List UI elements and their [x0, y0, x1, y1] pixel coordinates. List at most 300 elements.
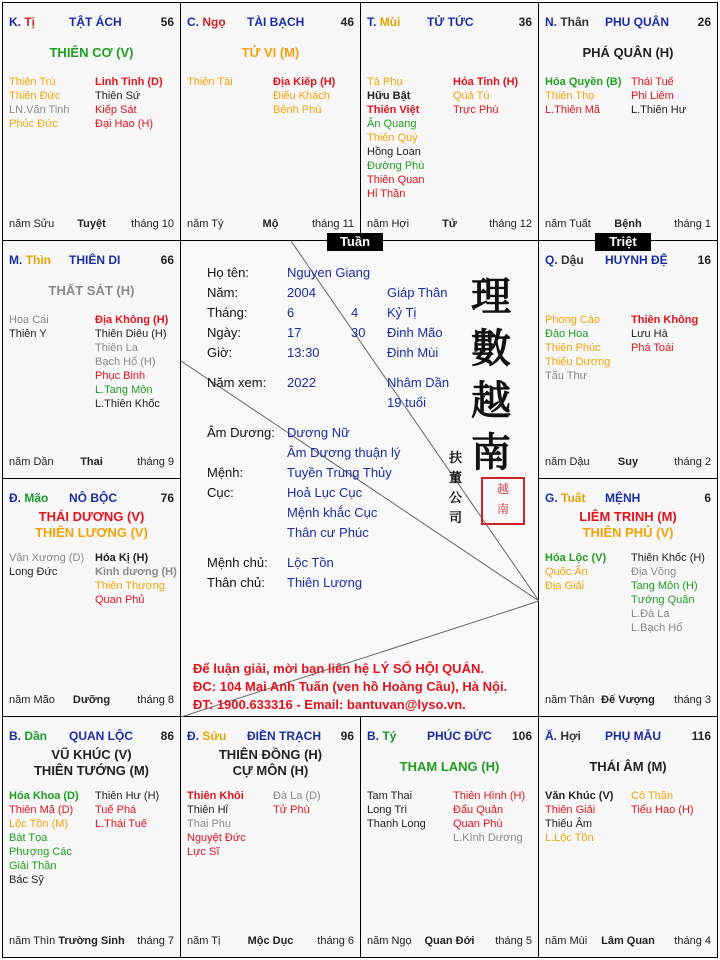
- palace-name: TỬ TỨC: [427, 15, 474, 29]
- left-star-list: [367, 75, 424, 201]
- star-item: Nguyệt Đức: [187, 832, 246, 844]
- left-star-list: [9, 551, 84, 579]
- palace-name: THIÊN DI: [69, 253, 121, 267]
- star-item: Hữu Bật: [367, 90, 411, 102]
- star-item: Thiếu Âm: [545, 818, 593, 830]
- palace-position: [9, 729, 47, 743]
- star-item: Địa Kiếp (H): [273, 76, 336, 88]
- star-item: L.Tang Môn: [95, 384, 153, 396]
- star-item: Tang Môn (H): [631, 580, 698, 592]
- value-menh: Tuyền Trung Thủy: [287, 465, 392, 480]
- footer-year: năm Thìn: [9, 935, 56, 947]
- palace-name: TẬT ÁCH: [69, 15, 122, 29]
- palace-name: QUAN LỘC: [69, 729, 133, 743]
- palace-position: [187, 15, 226, 29]
- palace-footer: [545, 935, 711, 949]
- star-item: Thiên Phúc: [545, 342, 601, 354]
- star-item: Bạch Hổ (H): [95, 356, 156, 368]
- contact-line-3: ĐT: 1900.633316 - Email: bantuvan@lyso.vn.: [193, 697, 466, 712]
- palace-phu-quan: [539, 3, 717, 241]
- footer-month: tháng 2: [674, 456, 711, 468]
- value-ho-ten: Nguyen Giang: [287, 265, 371, 280]
- star-item: Tam Thai: [367, 790, 413, 802]
- value-than-chu: Thiên Lương: [287, 575, 363, 590]
- footer-month: tháng 12: [489, 218, 532, 230]
- footer-stage: Mộ: [262, 218, 279, 230]
- palace-footer: [9, 694, 174, 708]
- main-star: TỬ VI (M): [241, 45, 300, 60]
- star-item: Ân Quang: [367, 118, 417, 130]
- star-item: L.Thái Tuế: [95, 818, 147, 830]
- left-star-list: [9, 75, 70, 131]
- star-item: Hóa Quyền (B): [545, 76, 622, 88]
- value-nam: 2004: [287, 285, 316, 300]
- star-item: Quan Phù: [453, 818, 503, 830]
- palace-name: TÀI BẠCH: [247, 15, 305, 29]
- palace-can: Đ.: [187, 729, 199, 743]
- palace-header: [187, 729, 354, 743]
- star-item: Lực Sĩ: [187, 846, 220, 858]
- label-nam-xem: Năm xem:: [207, 375, 267, 390]
- star-item: Đại Hao (H): [95, 118, 154, 130]
- main-star: THÁI ÂM (M): [589, 759, 667, 774]
- palace-chi: Tý: [382, 729, 397, 743]
- star-item: L.Thiên Khốc: [95, 398, 160, 410]
- star-item: Hỉ Thần: [367, 188, 406, 200]
- value-cuc-khac: Mệnh khắc Cục: [287, 505, 378, 520]
- right-star-list: [453, 789, 525, 845]
- palace-header: [9, 729, 174, 743]
- value-than-cu: Thân cư Phúc: [287, 525, 369, 540]
- star-item: L.Lộc Tồn: [545, 832, 594, 844]
- palace-header: [187, 15, 354, 29]
- palace-chi: Sửu: [202, 729, 227, 743]
- label-than-chu: Thân chủ:: [207, 575, 265, 590]
- star-item: Bát Tọa: [9, 832, 48, 844]
- right-star-list: [631, 789, 694, 817]
- label-am-duong: Âm Dương:: [207, 425, 275, 440]
- palace-chi: Dần: [24, 729, 48, 743]
- palace-position: [545, 491, 585, 505]
- footer-month: tháng 6: [317, 935, 354, 947]
- footer-year: năm Sửu: [9, 218, 55, 230]
- star-item: Thiên Việt: [367, 104, 420, 116]
- star-item: Địa Võng: [631, 566, 677, 578]
- label-ngay: Ngày:: [207, 325, 241, 340]
- palace-chi: Dậu: [561, 253, 584, 267]
- star-item: Lưu Hà: [631, 328, 668, 340]
- star-item: Hoa Cái: [9, 314, 49, 326]
- palace-number: 46: [340, 15, 354, 29]
- star-item: Thiên Hư (H): [95, 790, 160, 802]
- star-item: Địa Không (H): [95, 314, 169, 326]
- main-star: THIÊN PHỦ (V): [582, 525, 674, 540]
- palace-footer: [367, 935, 532, 949]
- palace-name: PHỤ MẪU: [605, 729, 661, 743]
- right-star-list: [95, 313, 168, 411]
- star-item: Kình dương (H): [95, 566, 177, 578]
- value-ngay: 17: [287, 325, 302, 340]
- value-am-duong: Dương Nữ: [287, 425, 350, 440]
- star-item: Trực Phù: [453, 104, 499, 116]
- palace-footer: [545, 694, 711, 708]
- calligraphy-text: 理 數 越 南: [471, 273, 511, 476]
- footer-month: tháng 4: [674, 935, 711, 947]
- right-star-list: [453, 75, 518, 117]
- main-star: THIÊN ĐỒNG (H): [218, 747, 323, 762]
- palace-number: 96: [340, 729, 354, 743]
- palace-can: B.: [9, 729, 21, 743]
- tu-vi-chart: [2, 2, 718, 958]
- star-item: Thiên Quan: [367, 174, 425, 186]
- value-thang-am: 4: [351, 305, 359, 320]
- palace-position: [9, 491, 48, 505]
- star-item: Đường Phù: [367, 160, 425, 172]
- star-item: Phong Cáo: [545, 314, 601, 326]
- main-star: PHÁ QUÂN (H): [582, 45, 674, 60]
- palace-can: G.: [545, 491, 558, 505]
- value-nam-xem-can-chi: Nhâm Dần: [387, 375, 450, 390]
- footer-stage: Mộc Dục: [247, 935, 294, 947]
- palace-menh: [539, 479, 717, 717]
- star-item: Thiên Diêu (H): [95, 328, 167, 340]
- star-item: Hóa Khoa (D): [9, 790, 79, 802]
- red-seal-stamp: [481, 477, 525, 525]
- star-item: Kiếp Sát: [95, 104, 137, 116]
- star-item: Thiên La: [95, 342, 138, 354]
- contact-line-2: ĐC: 104 Mai Anh Tuấn (ven hồ Hoàng Cầu), Hà Nội.: [193, 679, 508, 694]
- star-item: Thái Tuế: [631, 76, 674, 88]
- footer-month: tháng 7: [137, 935, 174, 947]
- palace-number: 106: [511, 729, 532, 743]
- right-star-list: [95, 789, 159, 831]
- star-item: L.Đà La: [631, 608, 670, 620]
- value-ngay-am: 30: [351, 325, 366, 340]
- star-item: Điếu Khách: [273, 90, 330, 102]
- star-item: Thiên Sứ: [95, 90, 141, 102]
- footer-year: năm Tý: [187, 218, 224, 230]
- star-item: Thiên Thọ: [545, 90, 595, 102]
- palace-tat-ach: [3, 3, 181, 241]
- star-item: Giải Thần: [9, 860, 57, 872]
- star-item: Phục Binh: [95, 370, 146, 382]
- star-item: L.Kình Dương: [453, 832, 523, 844]
- palace-thien-di: [3, 241, 181, 479]
- right-star-list: [273, 75, 335, 117]
- palace-position: [9, 253, 51, 267]
- star-item: Hỏa Tinh (H): [453, 76, 519, 88]
- star-item: Long Đức: [9, 566, 58, 578]
- palace-can: T.: [367, 15, 377, 29]
- palace-header: [9, 15, 174, 29]
- star-item: Quan Phủ: [95, 594, 145, 606]
- star-item: Thiên Khốc (H): [631, 552, 705, 564]
- star-item: Long Trì: [367, 804, 408, 816]
- palace-footer: [9, 935, 174, 949]
- palace-position: [9, 15, 35, 29]
- left-star-list: [9, 313, 49, 341]
- palace-position: [545, 15, 589, 29]
- right-star-list: [273, 789, 321, 817]
- value-nam-xem: 2022: [287, 375, 316, 390]
- palace-name: NÔ BỘC: [69, 491, 117, 505]
- star-item: Văn Khúc (V): [545, 790, 614, 802]
- footer-year: năm Thân: [545, 694, 595, 706]
- center-info-panel: [181, 241, 539, 717]
- palace-phuc-duc: [361, 717, 539, 957]
- footer-stage: Đế Vượng: [601, 694, 655, 706]
- star-item: L.Bạch Hổ: [631, 622, 683, 634]
- tuan-badge: Tuần: [327, 233, 383, 251]
- palace-header: [545, 491, 711, 505]
- palace-can: Ấ.: [545, 729, 557, 743]
- star-item: Hồng Loan: [367, 146, 421, 158]
- footer-stage: Thai: [80, 456, 103, 468]
- label-gio: Giờ:: [207, 345, 233, 360]
- palace-footer: [187, 935, 354, 949]
- star-item: Thiên Trù: [9, 76, 56, 88]
- star-item: Bác Sỹ: [9, 874, 44, 886]
- calligraphy-small: [449, 449, 465, 529]
- footer-stage: Dưỡng: [72, 694, 111, 706]
- palace-name: PHÚC ĐỨC: [427, 729, 492, 743]
- star-item: Đà La (D): [273, 790, 321, 802]
- palace-chi: Mão: [24, 491, 49, 505]
- footer-month: tháng 9: [137, 456, 174, 468]
- label-cuc: Cục:: [207, 485, 234, 500]
- footer-stage: Quan Đới: [424, 935, 475, 947]
- palace-header: [545, 253, 711, 267]
- star-item: Quả Tú: [453, 90, 490, 102]
- star-item: Hóa Kị (H): [95, 552, 149, 564]
- footer-year: năm Dần: [9, 456, 54, 468]
- left-star-list: [187, 789, 246, 859]
- footer-month: tháng 10: [131, 218, 174, 230]
- star-item: Lộc Tồn (M): [9, 818, 69, 830]
- palace-number: 36: [518, 15, 532, 29]
- star-item: L.Thiên Mã: [545, 104, 601, 116]
- main-star: THIÊN LƯƠNG (V): [35, 525, 148, 540]
- value-ngay-can-chi: Đinh Mão: [387, 325, 443, 340]
- star-item: L.Thiên Hư: [631, 104, 687, 116]
- footer-stage: Lâm Quan: [601, 935, 655, 947]
- value-thang: 6: [287, 305, 295, 320]
- right-star-list: [95, 551, 177, 607]
- palace-number: 16: [697, 253, 711, 267]
- star-item: Thiên Hỉ: [187, 804, 228, 816]
- palace-tu-tuc: [361, 3, 539, 241]
- star-item: Tấu Thư: [545, 370, 588, 382]
- footer-stage: Bệnh: [614, 218, 642, 230]
- value-am-duong-ly: Âm Dương thuận lý: [287, 445, 401, 460]
- footer-year: năm Dậu: [545, 456, 590, 468]
- palace-header: [545, 15, 711, 29]
- footer-stage: Suy: [617, 456, 639, 468]
- palace-number: 56: [160, 15, 174, 29]
- star-item: Thiên Mã (D): [9, 804, 74, 816]
- right-star-list: [631, 313, 698, 355]
- star-item: Phúc Đức: [9, 118, 58, 130]
- value-nam-can-chi: Giáp Thân: [387, 285, 448, 300]
- value-menh-chu: Lộc Tồn: [287, 555, 334, 570]
- star-item: Tướng Quân: [631, 594, 695, 606]
- star-item: Thiếu Dương: [545, 356, 611, 368]
- palace-can: Q.: [545, 253, 558, 267]
- footer-month: tháng 1: [674, 218, 711, 230]
- palace-footer: [367, 218, 532, 232]
- triet-badge: Triệt: [595, 233, 651, 251]
- star-item: Thiên Khôi: [187, 790, 244, 802]
- label-nam: Năm:: [207, 285, 239, 300]
- main-star: LIÊM TRINH (M): [579, 509, 677, 524]
- footer-year: năm Hợi: [367, 218, 410, 230]
- label-ho-ten: Họ tên:: [207, 265, 249, 280]
- palace-position: [545, 729, 581, 743]
- palace-position: [187, 729, 226, 743]
- main-star: VŨ KHÚC (V): [51, 747, 132, 762]
- footer-year: năm Ngọ: [367, 935, 412, 947]
- footer-month: tháng 3: [674, 694, 711, 706]
- palace-name: HUYNH ĐỆ: [605, 253, 668, 267]
- palace-can: Đ.: [9, 491, 21, 505]
- star-item: Văn Xương (D): [9, 552, 85, 564]
- value-gio-can-chi: Đinh Mùi: [387, 345, 439, 360]
- palace-header: [367, 15, 532, 29]
- star-item: Thiên Tài: [187, 76, 233, 88]
- main-star: THẤT SÁT (H): [48, 283, 135, 298]
- star-item: Thiên Quý: [367, 132, 418, 144]
- star-item: Đẩu Quân: [453, 804, 504, 816]
- palace-number: 66: [160, 253, 174, 267]
- palace-chi: Mùi: [379, 15, 401, 29]
- palace-name: PHU QUÂN: [605, 15, 670, 29]
- star-item: Thiên Giải: [545, 804, 596, 816]
- left-star-list: [187, 75, 233, 89]
- value-cuc: Hoả Lục Cục: [287, 485, 363, 500]
- contact-line-1: Để luận giải, mời bạn liên hệ LÝ SỐ HỘI QUÁN.: [193, 661, 484, 676]
- palace-number: 6: [704, 491, 711, 505]
- palace-can: N.: [545, 15, 557, 29]
- star-item: Thai Phụ: [187, 818, 232, 830]
- palace-can: C.: [187, 15, 199, 29]
- palace-dien-trach: [181, 717, 361, 957]
- star-item: Tiểu Hao (H): [631, 804, 694, 816]
- star-item: Thanh Long: [367, 818, 426, 830]
- palace-can: K.: [9, 15, 21, 29]
- main-star: THAM LANG (H): [399, 759, 500, 774]
- footer-stage: Tử: [442, 218, 457, 230]
- footer-stage: Tuyệt: [77, 218, 106, 230]
- palace-chi: Tuất: [561, 491, 586, 505]
- star-item: Phá Toái: [631, 342, 674, 354]
- palace-footer: [545, 456, 711, 470]
- main-star: THIÊN TƯỚNG (M): [33, 763, 150, 778]
- palace-chi: Thân: [560, 15, 590, 29]
- star-item: Đào Hoa: [545, 328, 589, 340]
- footer-month: tháng 5: [495, 935, 532, 947]
- seal-text: 越 南: [496, 482, 509, 516]
- palace-position: [545, 253, 584, 267]
- palace-can: M.: [9, 253, 23, 267]
- footer-month: tháng 8: [137, 694, 174, 706]
- star-item: Quốc Ấn: [545, 566, 588, 578]
- star-item: Thiên Không: [631, 314, 699, 326]
- palace-chi: Hợi: [560, 729, 581, 743]
- value-thang-can-chi: Kỷ Tị: [387, 305, 417, 320]
- star-item: Cô Thần: [631, 790, 673, 802]
- star-item: Tử Phù: [273, 804, 310, 816]
- palace-huynh-de: [539, 241, 717, 479]
- left-star-list: [9, 789, 79, 887]
- footer-year: năm Mùi: [545, 935, 588, 947]
- palace-name: ĐIỀN TRẠCH: [247, 729, 321, 743]
- palace-phu-mau: [539, 717, 717, 957]
- palace-header: [367, 729, 532, 743]
- calligraphy-small-text: 扶 董 公 司: [449, 451, 463, 526]
- footer-year: năm Tuất: [545, 218, 591, 230]
- calligraphy-title: [471, 271, 521, 479]
- star-item: Phi Liêm: [631, 90, 674, 102]
- left-star-list: [545, 789, 613, 845]
- main-star: THÁI DƯƠNG (V): [38, 509, 145, 524]
- palace-footer: [9, 456, 174, 470]
- palace-header: [9, 253, 174, 267]
- palace-number: 116: [691, 729, 711, 743]
- label-thang: Tháng:: [207, 305, 248, 320]
- left-star-list: [545, 313, 610, 383]
- label-menh-chu: Mệnh chủ:: [207, 555, 268, 570]
- label-menh: Mệnh:: [207, 465, 244, 480]
- star-item: LN.Văn Tinh: [9, 104, 70, 116]
- palace-no-boc: [3, 479, 181, 717]
- palace-footer: [9, 218, 174, 232]
- right-star-list: [631, 75, 686, 117]
- left-star-list: [367, 789, 426, 831]
- star-item: Thiên Thương: [95, 580, 166, 592]
- palace-tai-bach: [181, 3, 361, 241]
- left-star-list: [545, 75, 621, 117]
- footer-stage: Trường Sinh: [58, 935, 125, 947]
- star-item: Bệnh Phù: [273, 104, 322, 116]
- palace-quan-loc: [3, 717, 181, 957]
- palace-name: MỆNH: [605, 491, 641, 505]
- star-item: Hóa Lộc (V): [545, 552, 607, 564]
- star-item: Tả Phụ: [367, 76, 403, 88]
- star-item: Linh Tinh (D): [95, 76, 163, 88]
- footer-month: tháng 11: [311, 218, 354, 230]
- palace-can: B.: [367, 729, 379, 743]
- star-item: Tuế Phá: [95, 804, 137, 816]
- palace-number: 76: [160, 491, 174, 505]
- star-item: Thiên Y: [9, 328, 47, 340]
- main-star: THIÊN CƠ (V): [49, 45, 134, 60]
- right-star-list: [95, 75, 163, 131]
- footer-year: năm Tị: [187, 935, 221, 947]
- palace-footer: [187, 218, 354, 232]
- palace-chi: Thìn: [25, 253, 52, 267]
- left-star-list: [545, 551, 606, 593]
- footer-year: năm Mão: [9, 694, 55, 706]
- main-star: CỰ MÔN (H): [232, 763, 309, 778]
- palace-chi: Ngọ: [202, 15, 226, 29]
- palace-header: [545, 729, 711, 743]
- right-star-list: [631, 551, 705, 635]
- palace-number: 26: [697, 15, 711, 29]
- palace-header: [9, 491, 174, 505]
- star-item: Thiên Đức: [9, 90, 61, 102]
- palace-footer: [545, 218, 711, 232]
- value-gio: 13:30: [287, 345, 320, 360]
